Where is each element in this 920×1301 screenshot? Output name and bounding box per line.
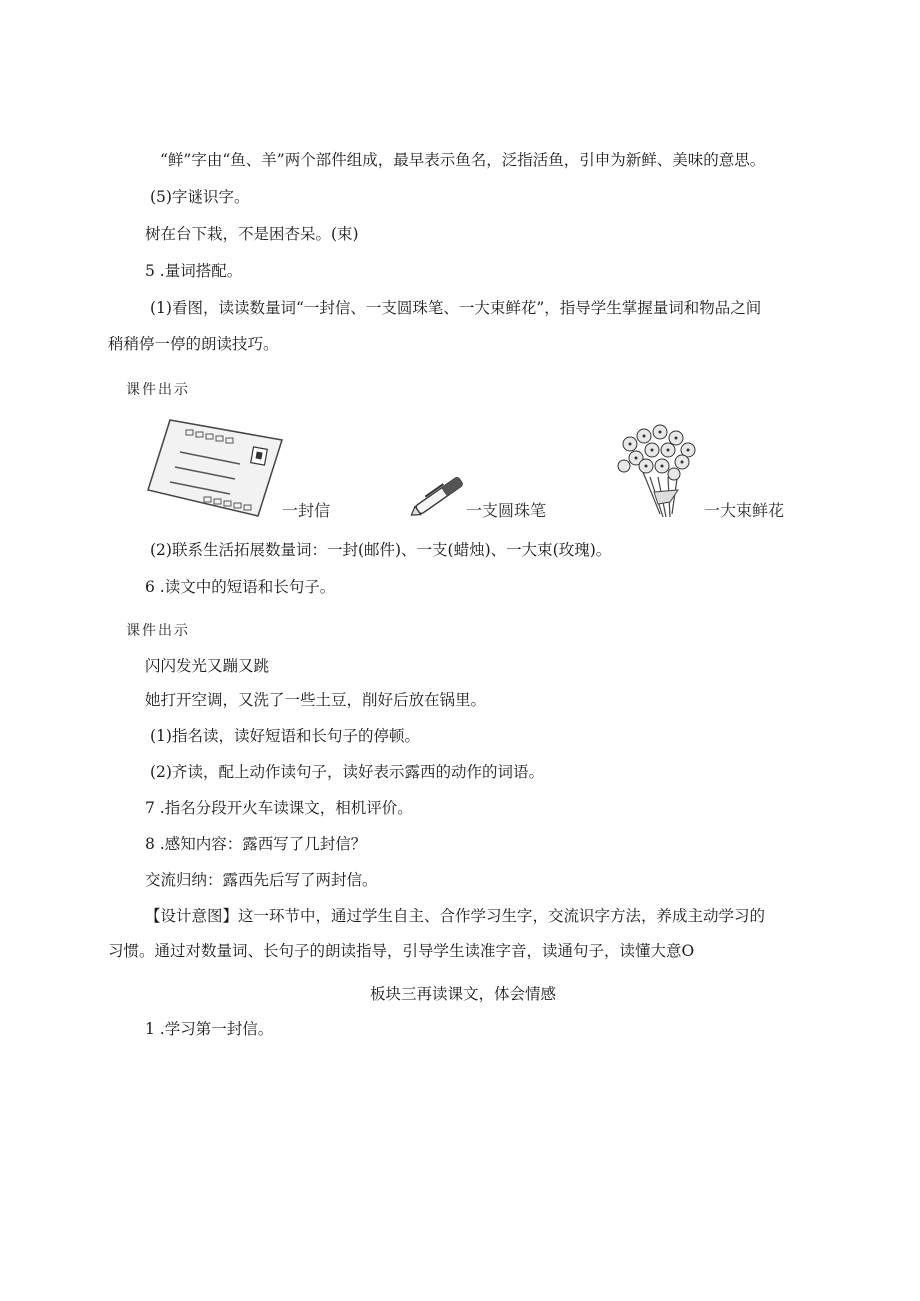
- paragraph-extend-measure-words: (2)联系生活拓展数量词：一封(邮件)、一支(蜡烛)、一大束(玫瑰)。: [150, 541, 612, 559]
- envelope-illustration: [140, 412, 290, 522]
- phrase-text: 闪闪发光又蹦又跳: [145, 657, 270, 675]
- design-intent-b: 习惯。通过对数量词、长句子的朗读指导，引导学生读准字音，读通句子，读懂大意O: [108, 942, 695, 960]
- long-sentence-text: 她打开空调，又洗了一些土豆，削好后放在锅里。: [145, 691, 487, 709]
- design-intent-a: 【设计意图】这一环节中，通过学生自主、合作学习生字，交流识字方法，养成主动学习的: [145, 907, 766, 925]
- paragraph-xian-explanation: “鲜”字由“鱼、羊”两个部件组成，最早表示鱼名，泛指活鱼，引申为新鲜、美味的意思。: [160, 151, 766, 169]
- section-8-heading: 8 .感知内容：露西写了几封信？: [145, 835, 367, 853]
- section-7-heading: 7 .指名分段开火车读课文，相机评价。: [145, 799, 413, 817]
- study-item-1: 1 .学习第一封信。: [145, 1020, 274, 1038]
- reading-step-1: (1)指名读，读好短语和长句子的停顿。: [150, 727, 420, 745]
- summary-text: 交流归纳：露西先后写了两封信。: [145, 871, 378, 889]
- section-6-heading: 6 .读文中的短语和长句子。: [145, 578, 336, 596]
- pen-illustration: [405, 470, 475, 520]
- letter-caption: 一封信: [282, 501, 331, 520]
- paragraph-measure-words-1b: 稍稍停一停的朗读技巧。: [108, 335, 279, 353]
- pen-caption: 一支圆珠笔: [466, 501, 547, 520]
- flower-caption: 一大束鲜花: [704, 501, 785, 520]
- reading-step-2: (2)齐读，配上动作读句子，读好表示露西的动作的词语。: [150, 763, 544, 781]
- courseware-label: 课件出示: [126, 382, 190, 398]
- paragraph-measure-words-1a: (1)看图，读读数量词“一封信、一支圆珠笔、一大束鲜花”，指导学生掌握量词和物品之间: [150, 299, 762, 317]
- riddle-text: 树在台下栽，不是困杏呆。(束): [145, 225, 359, 243]
- item-5-riddle-heading: (5)字谜识字。: [150, 188, 250, 206]
- block-3-title: 板块三再读课文，体会情感: [370, 985, 557, 1003]
- courseware-label: 课件出示: [126, 623, 190, 639]
- flower-bouquet-illustration: [608, 422, 708, 522]
- section-5-heading: 5 .量词搭配。: [145, 262, 243, 280]
